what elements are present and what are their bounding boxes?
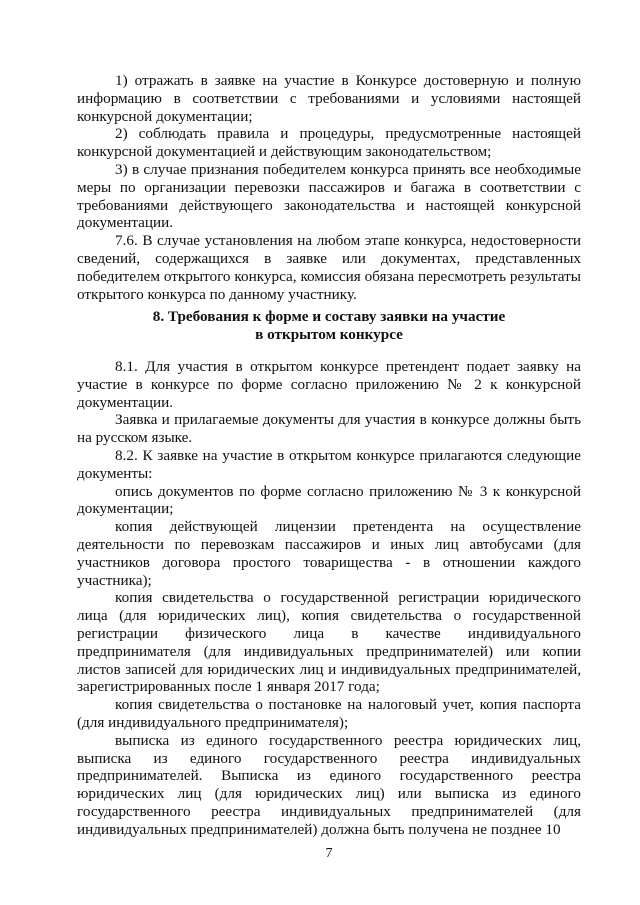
- page-number: 7: [325, 846, 333, 861]
- paragraph-license-copy: копия действующей лицензии претендента на осуществление деятельности по перевозкам пассажиров и иных лиц автобусами (для участников договора простого товарищества - в отношении каждого участника);: [77, 518, 581, 589]
- section-heading-line-1: 8. Требования к форме и составу заявки на участие: [152, 308, 506, 325]
- top-text-block: [77, 72, 581, 303]
- main-text-block: [77, 358, 581, 839]
- paragraph-language: Заявка и прилагаемые документы для участия в конкурсе должны быть на русском языке.: [77, 411, 581, 447]
- section-heading: [77, 308, 581, 344]
- section-heading-line-2: в открытом конкурсе: [255, 325, 403, 343]
- paragraph-7-6: 7.6. В случае установления на любом этапе конкурса, недостоверности сведений, содержащихся в заявке или документах, представленных победителем открытого конкурса, комиссия обязана пересмотреть результаты открытого конкурса по данному участнику.: [77, 232, 581, 303]
- paragraph-8-2: 8.2. К заявке на участие в открытом конкурсе прилагаются следующие документы:: [77, 446, 581, 482]
- paragraph-item-1: 1) отражать в заявке на участие в Конкурсе достоверную и полную информацию в соответствии с требованиями и условиями настоящей конкурсной документации;: [77, 72, 581, 125]
- paragraph-8-1: 8.1. Для участия в открытом конкурсе претендент подает заявку на участие в конкурсе по форме согласно приложению № 2 к конкурсной документации.: [77, 358, 581, 411]
- paragraph-tax-copy: копия свидетельства о постановке на налоговый учет, копия паспорта (для индивидуального предпринимателя);: [77, 696, 581, 731]
- paragraph-registration-copy: копия свидетельства о государственной регистрации юридического лица (для юридических лиц), копия свидетельства о государственной регистрации физического лица в качестве индивидуального предпринимателя (для индивидуальных предпринимателей) или копии листов записей для юридических лиц и индивидуальных предпринимателей, зарегистрированных после 1 января 2017 года;: [77, 589, 581, 696]
- paragraph-registry-extract: выписка из единого государственного реестра юридических лиц, выписка из единого государственного реестра индивидуальных предпринимателей. Выписка из единого государственного реестра юридических лиц (для юридических лиц) или выписка из единого государственного реестра индивидуальных предпринимателей (для индивидуальных предпринимателей) должна быть получена не позднее 10: [77, 731, 581, 838]
- paragraph-inventory: опись документов по форме согласно приложению № 3 к конкурсной документации;: [77, 482, 581, 518]
- paragraph-item-3: 3) в случае признания победителем конкурса принять все необходимые меры по организации перевозки пассажиров и багажа в соответствии с требованиями действующего законодательства и настоящей конкурсной документации.: [77, 160, 581, 232]
- paragraph-item-2: 2) соблюдать правила и процедуры, предусмотренные настоящей конкурсной документацией и действующим законодательством;: [77, 125, 581, 161]
